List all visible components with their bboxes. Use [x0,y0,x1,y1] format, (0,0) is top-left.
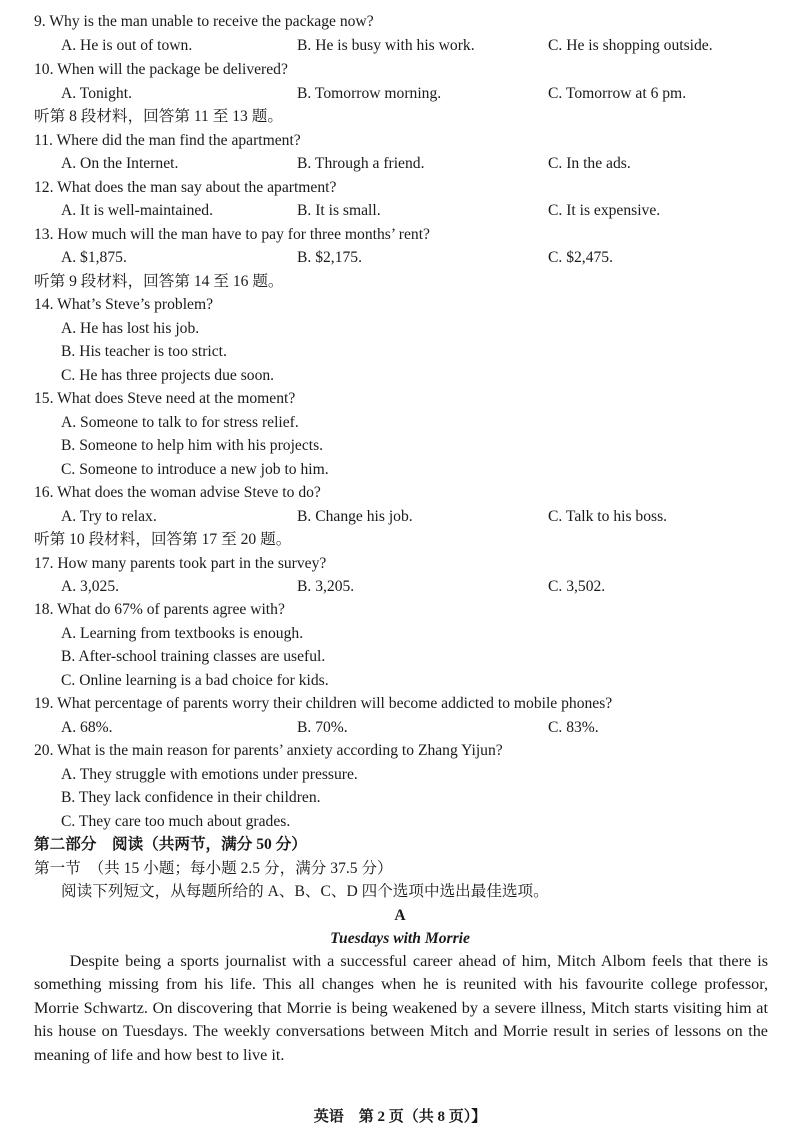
question-14-option-b: B. His teacher is too strict. [61,343,227,360]
option-c: C. $2,475. [548,249,613,266]
question-10-stem: 10. When will the package be delivered? [34,61,288,78]
option-c: C. In the ads. [548,155,631,172]
option-a: A. 68%. [61,719,113,736]
question-16-options [61,505,770,529]
option-a: A. On the Internet. [61,155,179,172]
option-c: C. He is shopping outside. [548,37,713,54]
question-15-stem: 15. What does Steve need at the moment? [34,390,296,407]
section-1-heading: 第一节 （共 15 小题；每小题 2.5 分，满分 37.5 分） [34,860,393,877]
question-13-stem: 13. How much will the man have to pay for three months’ rent? [34,226,430,243]
question-18-stem: 18. What do 67% of parents agree with? [34,601,285,618]
question-12-options [61,199,770,223]
option-a: A. 3,025. [61,578,120,595]
question-15-option-c: C. Someone to introduce a new job to him. [61,461,329,478]
question-17-options [61,575,770,599]
question-13-options [61,246,770,270]
option-c: C. 83%. [548,719,599,736]
question-19-options [61,716,770,740]
option-b: B. It is small. [297,202,381,219]
reading-instruction: 阅读下列短文，从每题所给的 A、B、C、D 四个选项中选出最佳选项。 [61,883,549,900]
question-17-stem: 17. How many parents took part in the survey? [34,555,327,572]
question-20-stem: 20. What is the main reason for parents’ anxiety according to Zhang Yijun? [34,742,503,759]
page-footer: 英语 第 2 页（共 8 页）】 [313,1109,487,1125]
option-c: C. 3,502. [548,578,606,595]
option-b: B. 70%. [297,719,348,736]
section-10-heading: 听第 10 段材料，回答第 17 至 20 题。 [34,531,292,548]
question-12-stem: 12. What does the man say about the apartment? [34,179,337,196]
question-18-option-b: B. After-school training classes are useful. [61,648,326,665]
question-9-options [61,34,770,58]
section-9-heading: 听第 9 段材料，回答第 14 至 16 题。 [34,273,284,290]
option-b: B. Tomorrow morning. [297,85,442,102]
option-c: C. Talk to his boss. [548,508,668,525]
question-18-option-c: C. Online learning is a bad choice for kids. [61,672,329,689]
question-14-option-c: C. He has three projects due soon. [61,367,275,384]
question-18-option-a: A. Learning from textbooks is enough. [61,625,304,642]
part-2-heading: 第二部分 阅读（共两节，满分 50 分） [34,836,307,853]
passage-letter: A [394,907,406,924]
question-15-option-a: A. Someone to talk to for stress relief. [61,414,299,431]
option-b: B. Change his job. [297,508,413,525]
question-14-option-a: A. He has lost his job. [61,320,200,337]
option-b: B. $2,175. [297,249,362,266]
question-19-stem: 19. What percentage of parents worry their children will become addicted to mobile phones? [34,695,613,712]
passage-paragraph: Despite being a sports journalist with a successful career ahead of him, Mitch Albom feels that there is something missing from his life. This all changes when he is reunited with his favourite college professor, Morrie Schwartz. On discovering that Morrie is being weakened by a severe illness, Mitch starts visiting him at his house on Tuesdays. The weekly conversations between Mitch and Morrie result in series of lessons on the meaning of life and how best to live it. [34,952,768,1064]
question-20-option-c: C. They care too much about grades. [61,813,291,830]
section-8-heading: 听第 8 段材料，回答第 11 至 13 题。 [34,108,283,125]
question-11-stem: 11. Where did the man find the apartment? [34,132,301,149]
option-a: A. Try to relax. [61,508,157,525]
option-b: B. He is busy with his work. [297,37,475,54]
question-14-stem: 14. What’s Steve’s problem? [34,296,214,313]
option-b: B. Through a friend. [297,155,425,172]
option-a: A. $1,875. [61,249,127,266]
question-20-option-b: B. They lack confidence in their children. [61,789,321,806]
option-a: A. He is out of town. [61,37,193,54]
question-20-option-a: A. They struggle with emotions under pressure. [61,766,358,783]
question-11-options [61,152,770,176]
option-a: A. Tonight. [61,85,132,102]
option-b: B. 3,205. [297,578,355,595]
option-c: C. It is expensive. [548,202,661,219]
question-15-option-b: B. Someone to help him with his projects. [61,437,324,454]
option-a: A. It is well-maintained. [61,202,214,219]
passage-title: Tuesdays with Morrie [330,930,470,947]
question-10-options [61,82,770,106]
question-16-stem: 16. What does the woman advise Steve to do? [34,484,321,501]
question-9-stem: 9. Why is the man unable to receive the package now? [34,13,374,30]
option-c: C. Tomorrow at 6 pm. [548,85,687,102]
